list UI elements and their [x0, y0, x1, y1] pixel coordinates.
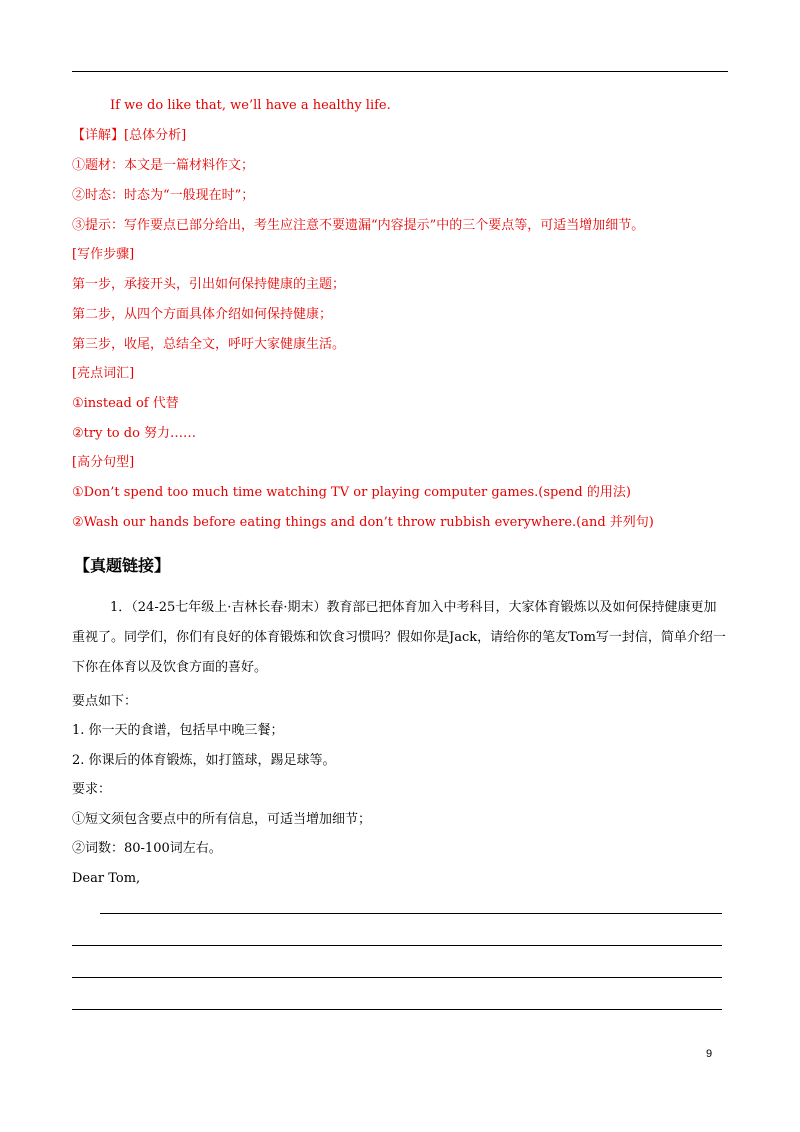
point-item: 2. 你课后的体育锻炼，如打篮球，踢足球等。: [72, 753, 336, 768]
detail-heading: 【详解】[总体分析]: [72, 128, 187, 143]
requirements-heading: 要求：: [72, 782, 112, 797]
writing-line[interactable]: [72, 1009, 722, 1010]
writing-line[interactable]: [72, 945, 722, 946]
page-number: 9: [706, 1048, 713, 1060]
salutation: Dear Tom,: [72, 871, 141, 886]
vocab-heading: [亮点词汇]: [72, 366, 135, 381]
step-item: 第一步，承接开头，引出如何保持健康的主题；: [72, 277, 346, 292]
analysis-item: ①题材：本文是一篇材料作文；: [72, 158, 255, 173]
sentence-item: ①Don’t spend too much time watching TV or playing computer games.(spend 的用法): [72, 485, 631, 500]
sentences-heading: [高分句型]: [72, 455, 135, 470]
writing-line[interactable]: [100, 913, 722, 914]
requirement-item: ①短文须包含要点中的所有信息，可适当增加细节；: [72, 812, 372, 827]
points-heading: 要点如下：: [72, 694, 138, 709]
point-item: 1. 你一天的食谱，包括早中晚三餐；: [72, 723, 284, 738]
analysis-item: ②时态：时态为“一般现在时”；: [72, 188, 255, 203]
vocab-item: ①instead of 代替: [72, 396, 179, 411]
vocab-item: ②try to do 努力……: [72, 426, 197, 441]
question-prompt: 1．（24-25七年级上·吉林长春·期末）教育部已把体育加入中考科目，大家体育锻炼以及如何保持健康更加重视了。同学们，你们有良好的体育锻炼和饮食习惯吗？假如你是Jack，请给你的笔友Tom写一封信，简单介绍一下你在体育以及饮食方面的喜好。: [72, 600, 726, 675]
requirement-item: ②词数：80-100词左右。: [72, 841, 222, 856]
steps-heading: [写作步骤]: [72, 247, 135, 262]
answer-closing-sentence: If we do like that, we’ll have a healthy life.: [110, 98, 391, 113]
sentence-item: ②Wash our hands before eating things and don’t throw rubbish everywhere.(and 并列句): [72, 515, 654, 530]
step-item: 第三步，收尾，总结全文，呼吁大家健康生活。: [72, 337, 346, 352]
section-title: 【真题链接】: [74, 556, 171, 575]
header-rule: [72, 71, 728, 72]
step-item: 第二步，从四个方面具体介绍如何保持健康；: [72, 307, 333, 322]
writing-line[interactable]: [72, 977, 722, 978]
analysis-item: ③提示：写作要点已部分给出，考生应注意不要遗漏“内容提示”中的三个要点等，可适当增加细节。: [72, 218, 645, 233]
